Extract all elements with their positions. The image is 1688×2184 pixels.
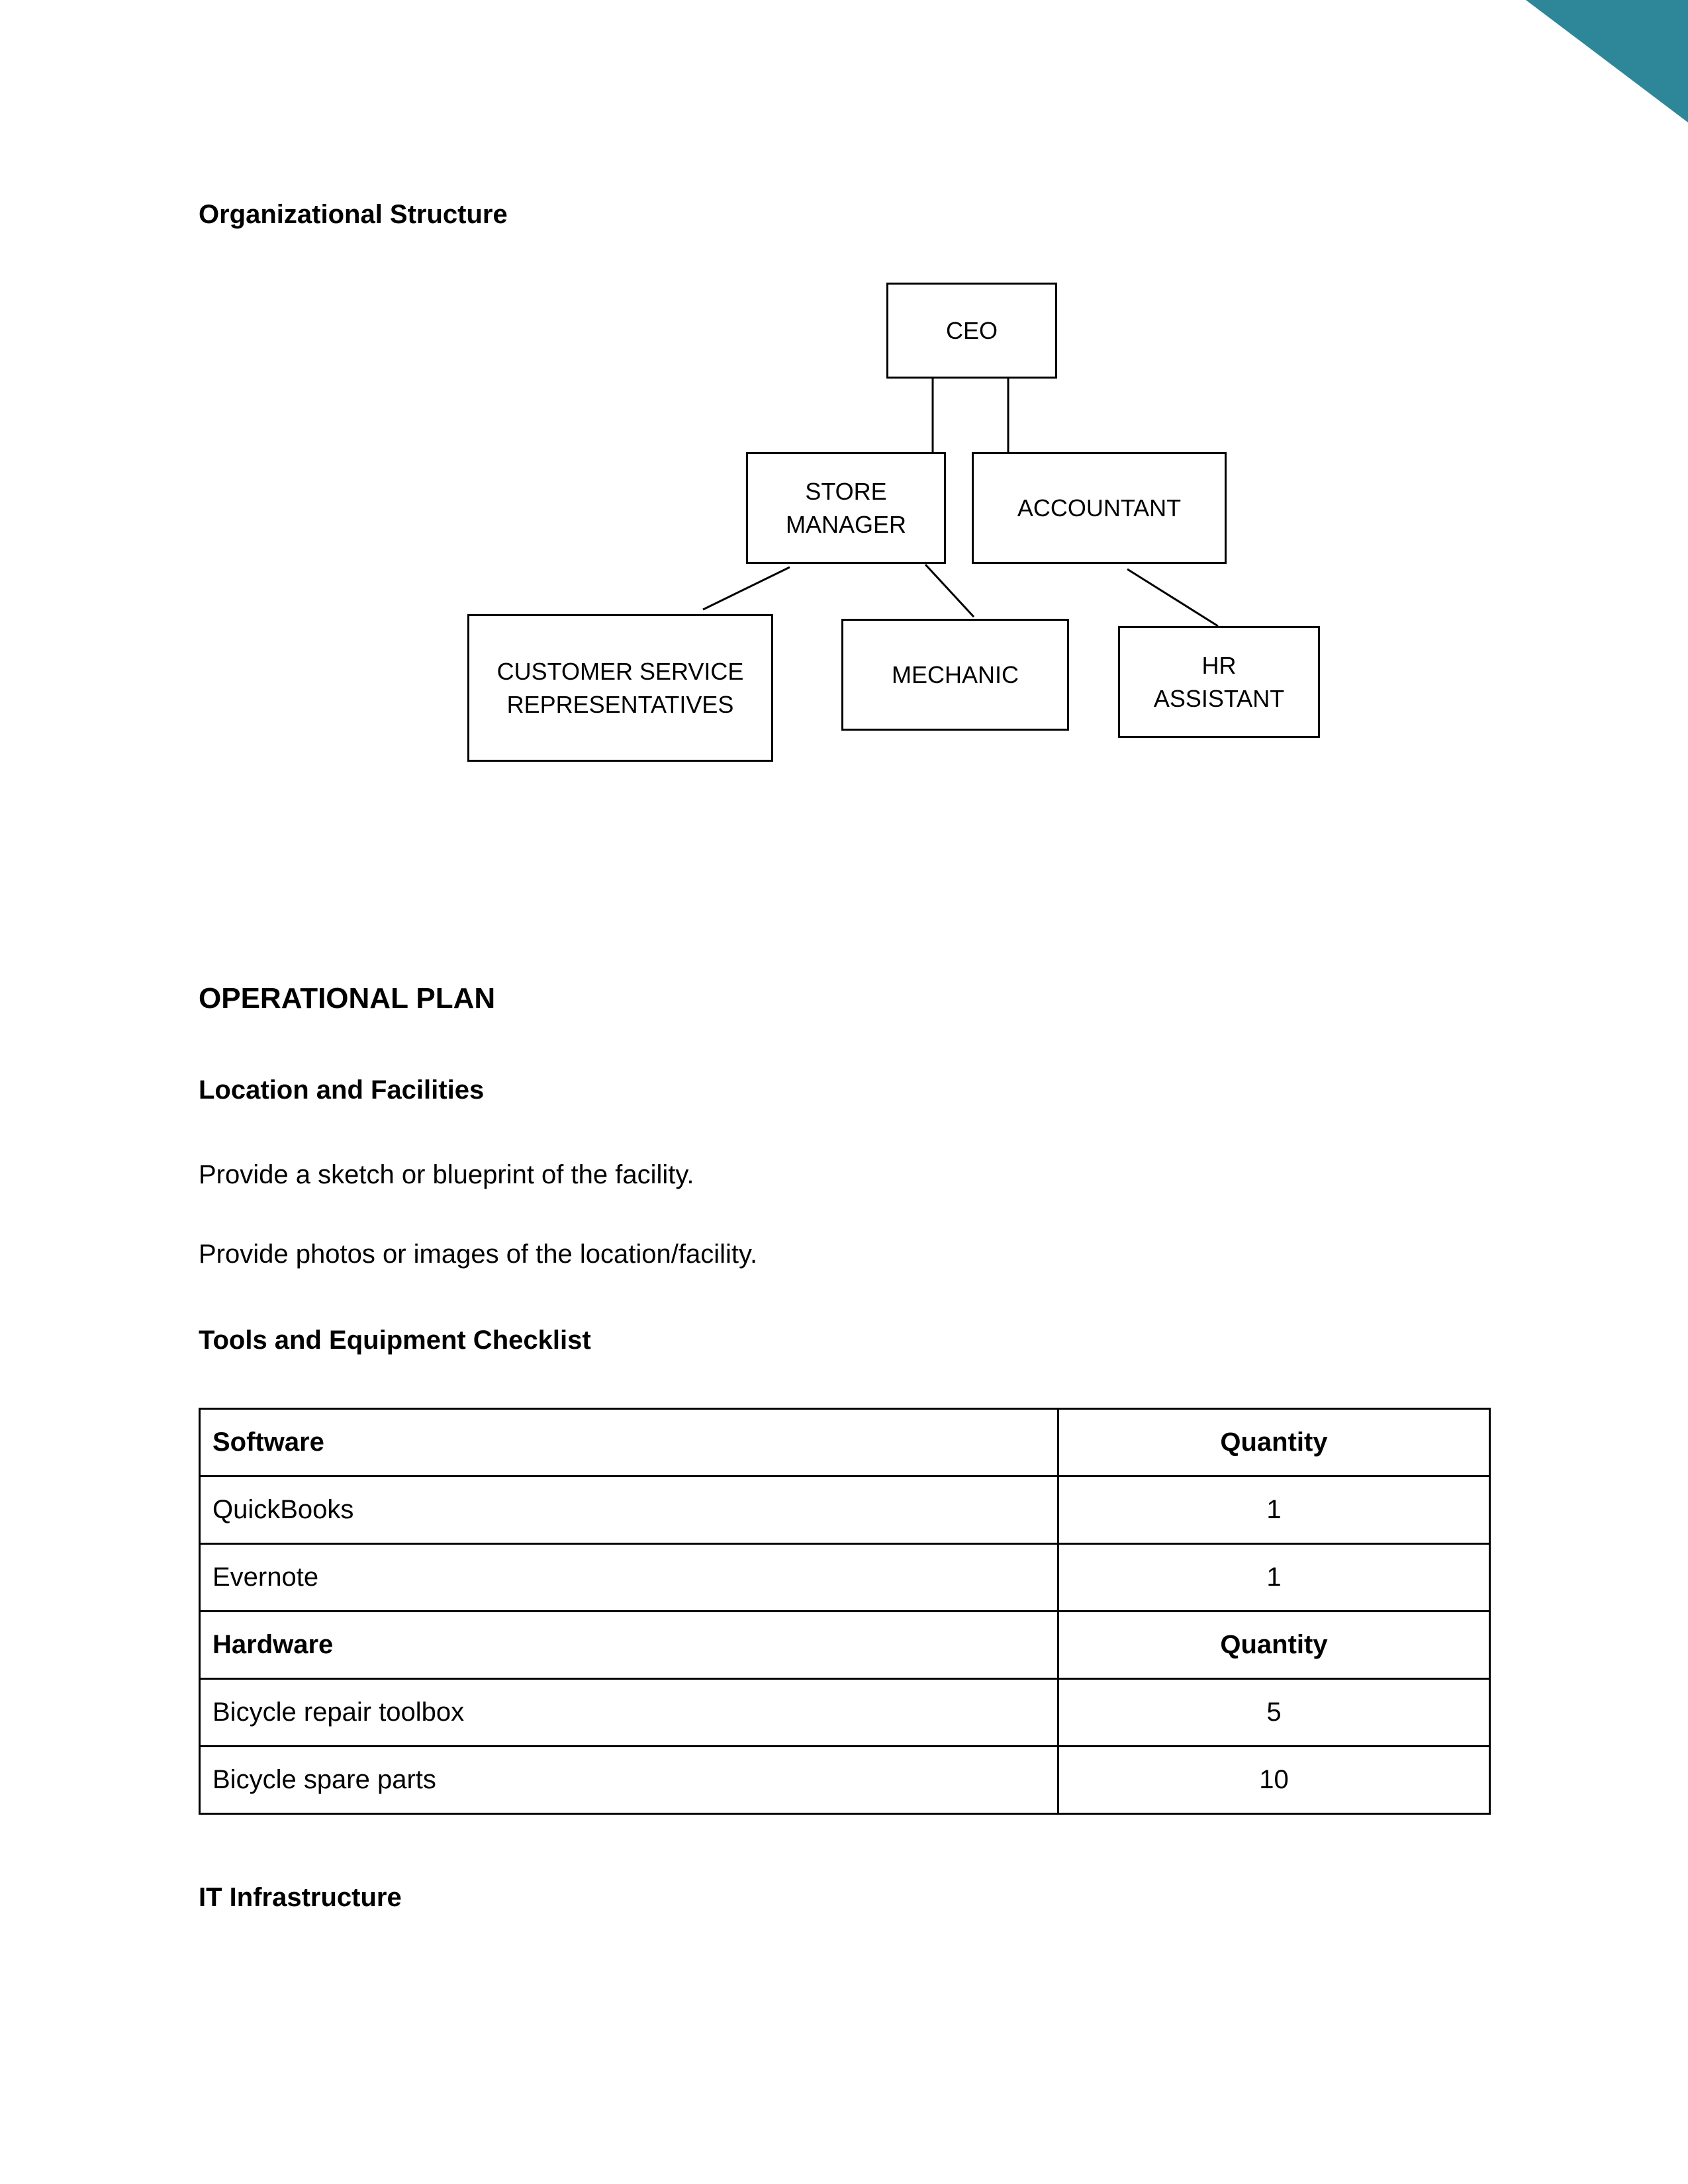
org-node-mechanic-label: MECHANIC xyxy=(891,660,1019,688)
org-node-store-manager-line2: MANAGER xyxy=(785,510,907,538)
org-node-store-manager xyxy=(746,452,946,564)
table-row xyxy=(200,1747,1490,1814)
org-node-hr-assistant xyxy=(1118,626,1320,738)
software-header-cell: Software xyxy=(200,1409,1058,1477)
org-structure-heading: Organizational Structure xyxy=(199,200,508,229)
org-chart xyxy=(0,0,1688,827)
table-section-row-software xyxy=(200,1409,1490,1477)
it-infrastructure-heading: IT Infrastructure xyxy=(199,1883,402,1912)
org-node-ceo-label: CEO xyxy=(945,316,998,344)
org-node-ceo xyxy=(886,283,1057,379)
operational-plan-heading: OPERATIONAL PLAN xyxy=(199,982,496,1015)
org-node-store-manager-line1: STORE xyxy=(805,477,887,505)
org-node-hr-assistant-line2: ASSISTANT xyxy=(1153,684,1285,712)
connector-accountant-hr xyxy=(1127,569,1218,626)
item-quantity-cell: 1 xyxy=(1058,1544,1490,1612)
item-quantity-cell: 1 xyxy=(1058,1477,1490,1544)
table-row xyxy=(200,1679,1490,1747)
item-name-cell: Bicycle repair toolbox xyxy=(200,1679,1058,1747)
hardware-quantity-header-cell: Quantity xyxy=(1058,1612,1490,1679)
item-quantity-cell: 10 xyxy=(1058,1747,1490,1814)
org-node-customer-service-line1: CUSTOMER SERVICE xyxy=(496,657,744,685)
item-name-cell: QuickBooks xyxy=(200,1477,1058,1544)
table-row xyxy=(200,1477,1490,1544)
item-name-cell: Evernote xyxy=(200,1544,1058,1612)
table-section-row-hardware xyxy=(200,1612,1490,1679)
org-node-customer-service xyxy=(467,614,773,762)
software-quantity-header-cell: Quantity xyxy=(1058,1409,1490,1477)
org-node-mechanic xyxy=(841,619,1069,731)
tools-equipment-table xyxy=(199,1408,1491,1815)
org-node-accountant xyxy=(972,452,1227,564)
org-node-customer-service-line2: REPRESENTATIVES xyxy=(506,690,734,718)
location-facilities-heading: Location and Facilities xyxy=(199,1075,485,1105)
facility-sketch-instruction: Provide a sketch or blueprint of the facility. xyxy=(199,1160,694,1189)
item-name-cell: Bicycle spare parts xyxy=(200,1747,1058,1814)
connector-manager-customer-service xyxy=(703,567,790,610)
item-quantity-cell: 5 xyxy=(1058,1679,1490,1747)
tools-checklist-heading: Tools and Equipment Checklist xyxy=(199,1326,591,1355)
table-row xyxy=(200,1544,1490,1612)
facility-photos-instruction: Provide photos or images of the location/facility. xyxy=(199,1240,758,1269)
hardware-header-cell: Hardware xyxy=(200,1612,1058,1679)
org-node-accountant-label: ACCOUNTANT xyxy=(1017,494,1182,522)
connector-manager-mechanic xyxy=(925,565,974,617)
org-node-hr-assistant-line1: HR xyxy=(1201,651,1237,679)
